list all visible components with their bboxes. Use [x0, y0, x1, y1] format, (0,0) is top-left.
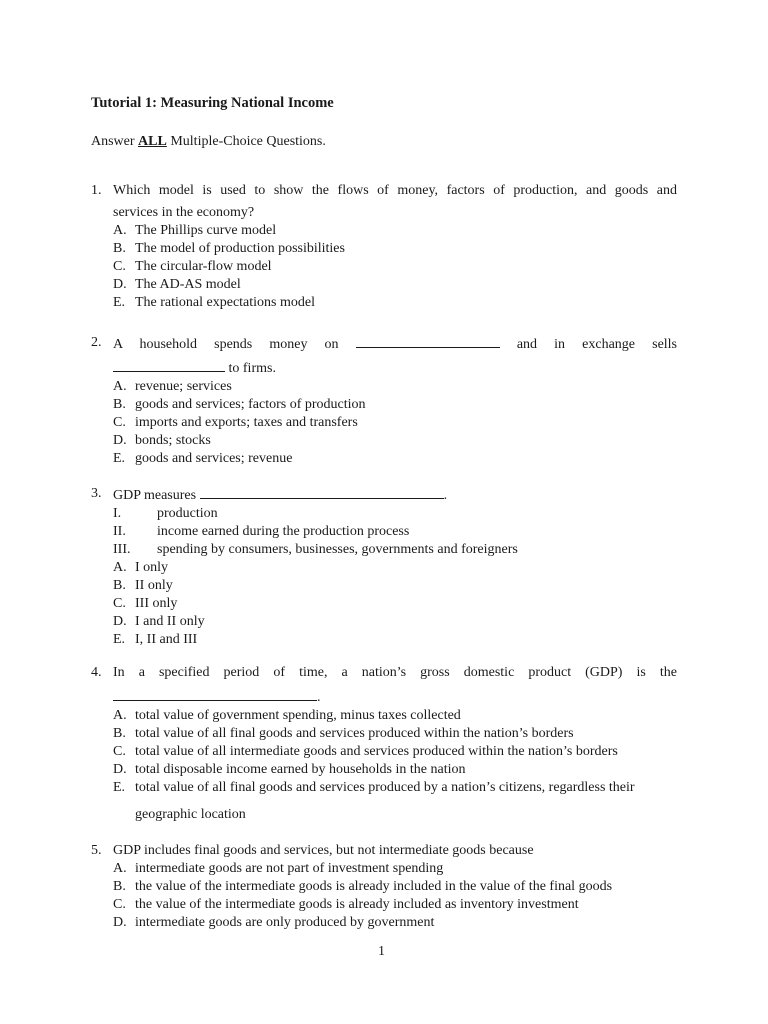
- statement-list: [113, 505, 677, 559]
- option-label: C.: [113, 744, 126, 759]
- question-text-mid: and in exchange sells: [516, 337, 678, 352]
- option-text: I and II only: [135, 614, 205, 629]
- option-c: [113, 743, 677, 761]
- statement-label: III.: [113, 542, 131, 557]
- question-text-post: .: [443, 488, 448, 503]
- answer-blank: [113, 687, 317, 701]
- option-text: The model of production possibilities: [135, 241, 345, 256]
- option-text: The rational expectations model: [135, 295, 315, 310]
- option-label: C.: [113, 415, 126, 430]
- option-text: the value of the intermediate goods is already included as inventory investment: [135, 897, 579, 912]
- statement-i: [113, 505, 677, 523]
- option-text: intermediate goods are not part of investment spending: [135, 861, 444, 876]
- option-d: [113, 761, 677, 779]
- option-label: B.: [113, 241, 126, 256]
- option-label: C.: [113, 259, 126, 274]
- option-label: E.: [113, 451, 126, 466]
- page-title: Tutorial 1: Measuring National Income: [91, 95, 334, 111]
- option-text: I, II and III: [135, 632, 198, 647]
- question-number: 5.: [91, 843, 102, 858]
- option-text: total disposable income earned by households in the nation: [135, 762, 466, 777]
- option-b: [113, 240, 677, 258]
- option-c: [113, 896, 677, 914]
- statement-label: I.: [113, 506, 122, 521]
- option-text: The AD-AS model: [135, 277, 241, 292]
- question-text-line2: [113, 687, 677, 707]
- question-text-post: to firms.: [228, 361, 276, 376]
- option-b: [113, 725, 677, 743]
- option-label: D.: [113, 915, 127, 930]
- option-e: [113, 450, 677, 468]
- option-text: bonds; stocks: [135, 433, 211, 448]
- statement-ii: [113, 523, 677, 541]
- statement-text: production: [157, 506, 218, 521]
- option-label: D.: [113, 433, 127, 448]
- option-text: total value of government spending, minus taxes collected: [135, 708, 461, 723]
- option-e: [113, 294, 677, 312]
- question-text: GDP includes final goods and services, but not intermediate goods because: [113, 843, 534, 858]
- option-label: E.: [113, 295, 126, 310]
- question-3: [91, 485, 677, 649]
- option-label: D.: [113, 277, 127, 292]
- page-number: 1: [378, 944, 385, 959]
- question-text-line1: Which model is used to show the flows of money, factors of production, and goods and: [113, 183, 677, 198]
- option-e: [113, 779, 677, 824]
- option-label: B.: [113, 578, 126, 593]
- option-c: [113, 414, 677, 432]
- option-text: the value of the intermediate goods is already included in the value of the final goods: [135, 879, 613, 894]
- option-b: [113, 577, 677, 595]
- option-d: [113, 276, 677, 294]
- option-text: total value of all final goods and services produced within the nation’s borders: [135, 726, 574, 741]
- option-label: E.: [113, 632, 126, 647]
- option-text: The Phillips curve model: [135, 223, 277, 238]
- question-text: [113, 485, 677, 505]
- question-text-line1: [113, 334, 677, 354]
- option-a: [113, 860, 677, 878]
- option-label: D.: [113, 614, 127, 629]
- question-number: 2.: [91, 335, 102, 350]
- option-a: [113, 222, 677, 240]
- question-5: [91, 842, 677, 932]
- question-4: [91, 664, 677, 824]
- instructions: [91, 133, 326, 151]
- option-label: A.: [113, 708, 127, 723]
- option-text: II only: [135, 578, 173, 593]
- question-text-pre: A household spends money on: [113, 337, 339, 352]
- option-c: [113, 258, 677, 276]
- answer-blank: [356, 334, 500, 348]
- question-text-line2: [113, 358, 677, 378]
- answer-options: [113, 707, 677, 824]
- option-label: A.: [113, 861, 127, 876]
- option-c: [113, 595, 677, 613]
- instructions-post: Multiple-Choice Questions.: [166, 134, 326, 149]
- question-2: [91, 334, 677, 468]
- option-text-continued: geographic location: [135, 807, 246, 822]
- option-text: The circular-flow model: [135, 259, 272, 274]
- question-number: 3.: [91, 486, 102, 501]
- option-label: B.: [113, 879, 126, 894]
- option-d: [113, 432, 677, 450]
- question-text-pre: GDP measures: [113, 488, 197, 503]
- answer-options: [113, 860, 677, 932]
- option-label: A.: [113, 223, 127, 238]
- question-1: [91, 182, 677, 312]
- option-text: total value of all intermediate goods and services produced within the nation’s borders: [135, 744, 618, 759]
- option-a: [113, 378, 677, 396]
- option-label: D.: [113, 762, 127, 777]
- statement-iii: [113, 541, 677, 559]
- option-d: [113, 613, 677, 631]
- option-label: C.: [113, 596, 126, 611]
- statement-text: spending by consumers, businesses, governments and foreigners: [157, 542, 518, 557]
- option-label: B.: [113, 397, 126, 412]
- instructions-emphasis: ALL: [138, 134, 167, 149]
- statement-label: II.: [113, 524, 126, 539]
- option-text: revenue; services: [135, 379, 232, 394]
- option-a: [113, 559, 677, 577]
- option-e: [113, 631, 677, 649]
- option-label: E.: [113, 780, 126, 795]
- instructions-pre: Answer: [91, 134, 139, 149]
- option-d: [113, 914, 677, 932]
- option-text: I only: [135, 560, 169, 575]
- option-label: C.: [113, 897, 126, 912]
- answer-blank: [200, 485, 444, 499]
- option-text: goods and services; factors of production: [135, 397, 366, 412]
- question-number: 4.: [91, 665, 102, 680]
- option-label: A.: [113, 560, 127, 575]
- question-text-post: .: [317, 690, 321, 705]
- option-text: goods and services; revenue: [135, 451, 293, 466]
- question-number: 1.: [91, 183, 102, 198]
- answer-options: [113, 222, 677, 312]
- option-text: intermediate goods are only produced by government: [135, 915, 435, 930]
- option-text: III only: [135, 596, 178, 611]
- answer-options: [113, 559, 677, 649]
- question-text-line2: services in the economy?: [113, 205, 255, 220]
- option-a: [113, 707, 677, 725]
- option-text: total value of all final goods and services produced by a nation’s citizens, regardless their: [135, 780, 635, 795]
- answer-options: [113, 378, 677, 468]
- statement-text: income earned during the production process: [157, 524, 410, 539]
- option-b: [113, 878, 677, 896]
- option-label: A.: [113, 379, 127, 394]
- option-b: [113, 396, 677, 414]
- answer-blank: [113, 358, 225, 372]
- question-text-line1: In a specified period of time, a nation’s gross domestic product (GDP) is the: [113, 665, 677, 680]
- option-label: B.: [113, 726, 126, 741]
- option-text: imports and exports; taxes and transfers: [135, 415, 358, 430]
